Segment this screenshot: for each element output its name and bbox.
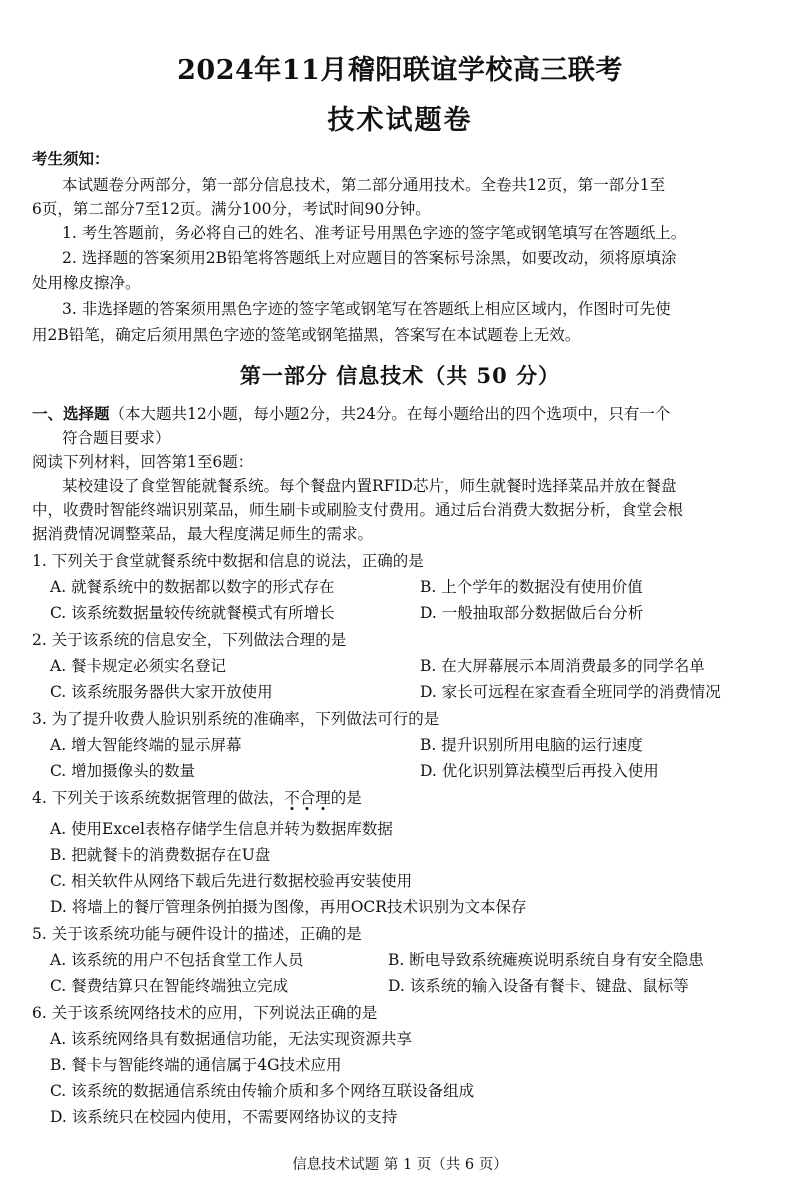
exam-title: 2024年11月稽阳联谊学校高三联考	[177, 55, 623, 86]
question-3-option-a: A. 增大智能终端的显示屏幕	[50, 736, 242, 754]
question-4-stem-pre: 4. 下列关于该系统数据管理的做法，	[32, 789, 285, 807]
question-6-option-d: D. 该系统只在校园内使用，不需要网络协议的支持	[50, 1108, 398, 1126]
section-title: 第一部分 信息技术（共 50 分）	[239, 363, 561, 388]
page-footer: 信息技术试题 第 1 页（共 6 页）	[292, 1157, 508, 1173]
question-4-stem-emphasis	[284, 789, 331, 807]
question-4-option-c: C. 相关软件从网络下载后先进行数据校验再安装使用	[50, 872, 413, 890]
notice-label: 考生须知：	[32, 149, 110, 168]
emphasis-char: 不	[284, 789, 300, 807]
question-3-stem: 3. 为了提升收费人脸识别系统的准确率，下列做法可行的是	[32, 710, 440, 728]
question-4-stem-post: 的是	[330, 789, 362, 807]
emphasis-char: 理	[315, 789, 331, 807]
question-5-option-d: D. 该系统的输入设备有餐卡、键盘、鼠标等	[388, 977, 689, 995]
question-1-option-b: B. 上个学年的数据没有使用价值	[420, 578, 643, 596]
notice-line: 用2B铅笔，确定后须用黑色字迹的签笔或钢笔描黑，答案写在本试题卷上无效。	[32, 326, 581, 344]
question-3-option-b: B. 提升识别所用电脑的运行速度	[420, 736, 643, 754]
question-5-option-a: A. 该系统的用户不包括食堂工作人员	[50, 951, 304, 969]
question-2-stem: 2. 关于该系统的信息安全，下列做法合理的是	[32, 631, 347, 649]
question-2-option-c: C. 该系统服务器供大家开放使用	[50, 683, 273, 701]
question-5-option-c: C. 餐费结算只在智能终端独立完成	[50, 977, 289, 995]
choice-heading-text: （本大题共12小题，每小题2分，共24分。在每小题给出的四个选项中，只有一个	[109, 405, 671, 423]
question-4-option-b: B. 把就餐卡的消费数据存在U盘	[50, 846, 271, 864]
question-6-option-b: B. 餐卡与智能终端的通信属于4G技术应用	[50, 1056, 342, 1074]
question-5-stem: 5. 关于该系统功能与硬件设计的描述，正确的是	[32, 925, 362, 943]
exam-subtitle: 技术试题卷	[327, 105, 473, 136]
question-6-option-a: A. 该系统网络具有数据通信功能，无法实现资源共享	[50, 1030, 413, 1048]
question-2-option-b: B. 在大屏幕展示本周消费最多的同学名单	[420, 657, 705, 675]
reading-intro: 阅读下列材料，回答第1至6题：	[32, 453, 254, 471]
emphasis-char: 合	[299, 789, 316, 807]
choice-heading	[32, 401, 776, 427]
question-4-stem	[32, 785, 362, 811]
choice-heading-label: 一、选择题	[32, 404, 110, 423]
notice-line: 1. 考生答题前，务必将自己的姓名、准考证号用黑色字迹的签字笔或钢笔填写在答题纸上。	[62, 224, 687, 242]
question-2-option-a: A. 餐卡规定必须实名登记	[50, 657, 227, 675]
question-1-option-a: A. 就餐系统中的数据都以数字的形式存在	[50, 578, 335, 596]
material-line: 中，收费时智能终端识别菜品，师生刷卡或刷脸支付费用。通过后台消费大数据分析，食堂会根	[32, 501, 684, 519]
question-4-option-d: D. 将墙上的餐厅管理条例拍摄为图像，再用OCR技术识别为文本保存	[50, 898, 527, 916]
choice-heading-line2: 符合题目要求）	[62, 429, 171, 447]
notice-line: 3. 非选择题的答案须用黑色字迹的签字笔或钢笔写在答题纸上相应区域内，作图时可先使	[62, 300, 671, 318]
question-4-option-a: A. 使用Excel表格存储学生信息并转为数据库数据	[50, 820, 393, 838]
question-1-option-d: D. 一般抽取部分数据做后台分析	[420, 604, 644, 622]
notice-line: 处用橡皮擦净。	[32, 274, 141, 292]
question-5-option-b: B. 断电导致系统瘫痪说明系统自身有安全隐患	[388, 951, 704, 969]
question-3-option-c: C. 增加摄像头的数量	[50, 762, 196, 780]
question-6-stem: 6. 关于该系统网络技术的应用，下列说法正确的是	[32, 1004, 378, 1022]
question-6-option-c: C. 该系统的数据通信系统由传输介质和多个网络互联设备组成	[50, 1082, 475, 1100]
question-3-option-d: D. 优化识别算法模型后再投入使用	[420, 762, 659, 780]
question-1-stem: 1. 下列关于食堂就餐系统中数据和信息的说法，正确的是	[32, 552, 424, 570]
notice-line: 2. 选择题的答案须用2B铅笔将答题纸上对应题目的答案标号涂黑，如要改动，须将原填涂	[62, 249, 677, 267]
material-line: 据消费情况调整菜品，最大程度满足师生的需求。	[32, 525, 374, 543]
material-line: 某校建设了食堂智能就餐系统。每个餐盘内置RFID芯片，师生就餐时选择菜品并放在餐盘	[62, 477, 677, 495]
notice-line: 6页，第二部分7至12页。满分100分，考试时间90分钟。	[32, 200, 431, 218]
question-1-option-c: C. 该系统数据量较传统就餐模式有所增长	[50, 604, 335, 622]
question-2-option-d: D. 家长可远程在家查看全班同学的消费情况	[420, 683, 721, 701]
notice-line: 本试题卷分两部分，第一部分信息技术，第二部分通用技术。全卷共12页，第一部分1至	[62, 176, 666, 194]
